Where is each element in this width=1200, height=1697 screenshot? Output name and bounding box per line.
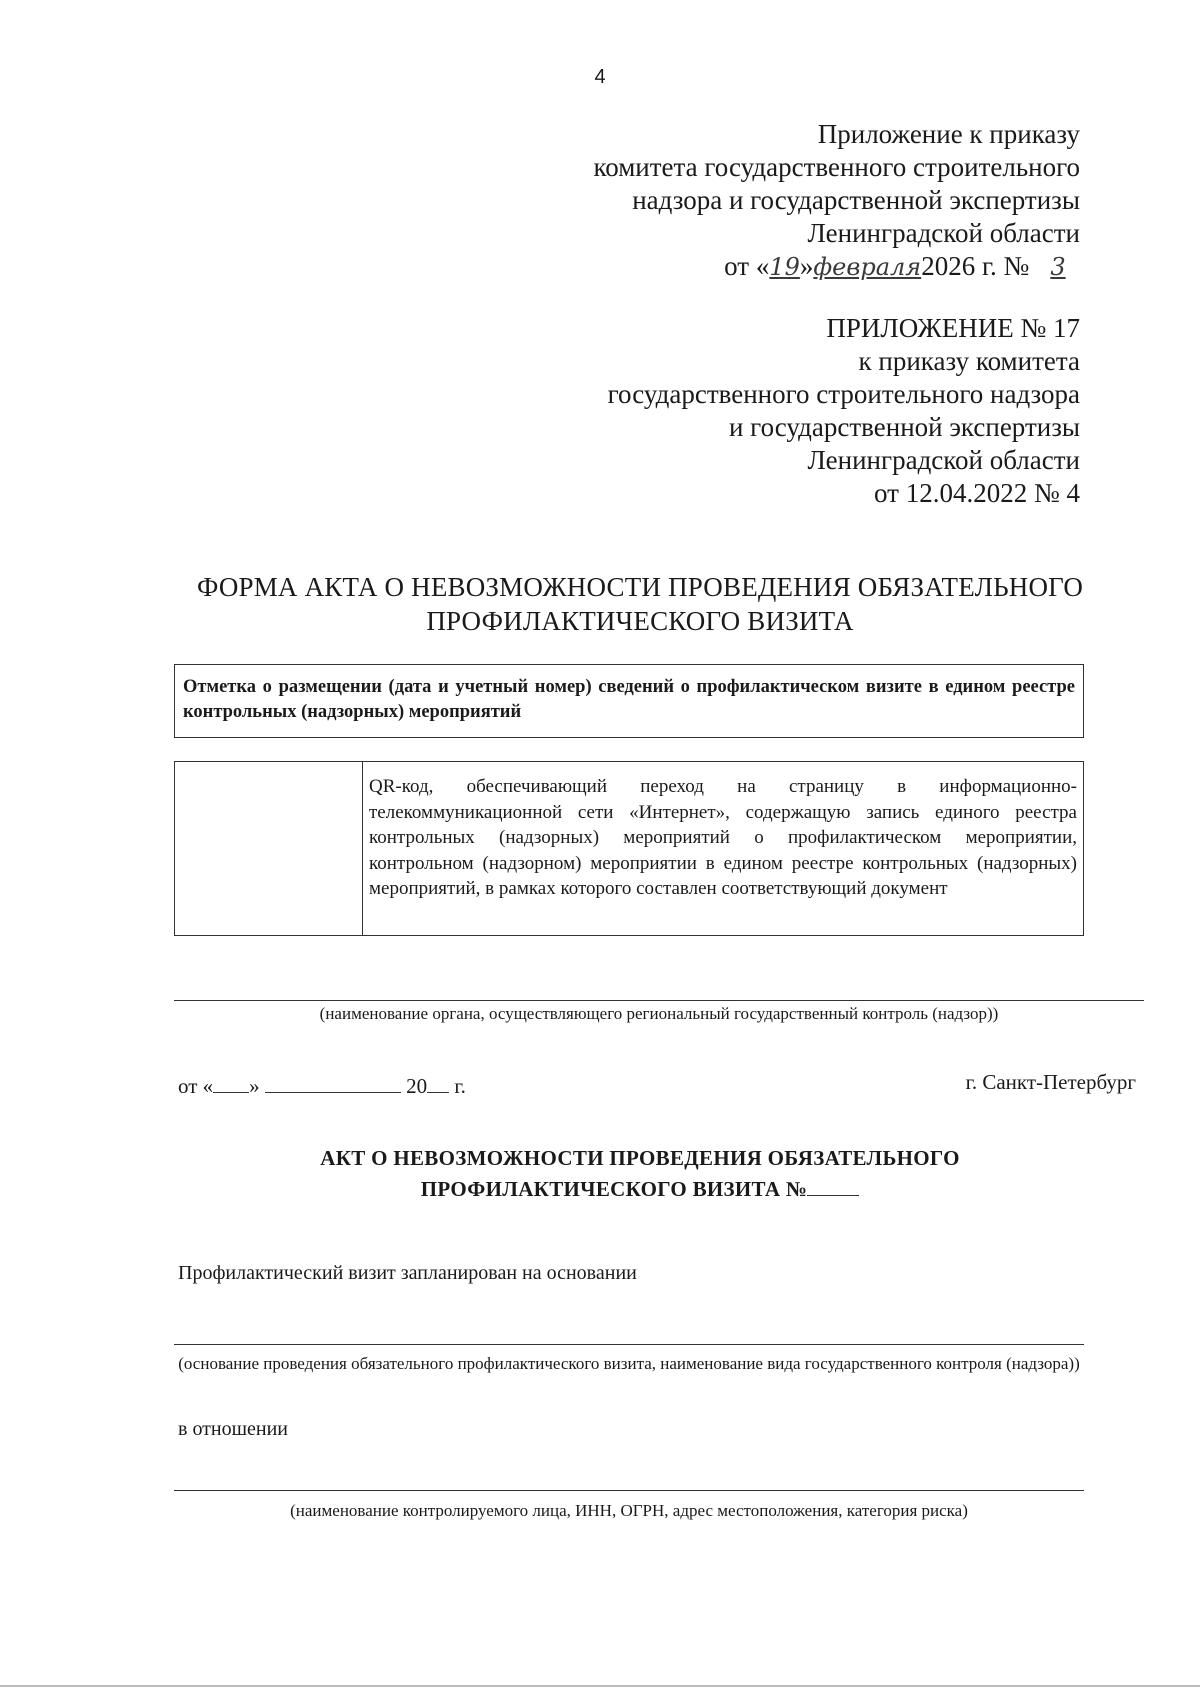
date-day-blank [213,1070,249,1093]
form-title-line-2: ПРОФИЛАКТИЧЕСКОГО ВИЗИТА [426,606,854,636]
act-date-line [178,1070,466,1099]
act-title [160,1143,1120,1204]
org-name-caption: (наименование органа, осуществляющего региональный государственный контроль (надзор)) [319,1004,999,1023]
act-number-blank [807,1173,859,1196]
appendix-line-5: от 12.04.2022 № 4 [874,478,1080,508]
approval-header [480,118,1080,284]
approval-line-2: комитета государственного строительного [593,152,1080,182]
form-title [160,570,1120,638]
basis-label: Профилактический визит запланирован на основании [178,1262,637,1284]
date-year-prefix: 20 [406,1074,428,1099]
act-title-line-2-text: ПРОФИЛАКТИЧЕСКОГО ВИЗИТА № [420,1177,808,1202]
approval-date-line [480,250,1080,284]
approval-line-3: надзора и государственной экспертизы [632,185,1080,215]
basis-caption: (основание проведения обязательного профилактического визита, наименование вида государственного контроля (надзора)) [178,1354,1080,1373]
approval-date-prefix: от « [724,251,770,281]
org-name-line [174,1000,1144,1001]
approval-day-close: » [799,251,814,281]
relation-caption: (наименование контролируемого лица, ИНН, ОГРН, адрес местоположения, категория риска) [290,1501,968,1520]
approval-month-handwritten: февраля [813,253,922,281]
date-prefix: от « [178,1074,214,1099]
qr-description: QR-код, обеспечивающий переход на страницу в информационно-телекоммуникационной сети «Интернет», содержащую запись единого реестра контрольных (надзорных) мероприятий о профилактическом мероприятии, контрольном (надзорном) мероприятии в едином реестре контрольных (надзорных) мероприятий, в рамках которого составлен соответствующий документ [369,776,1077,899]
form-title-line-1: ФОРМА АКТА О НЕВОЗМОЖНОСТИ ПРОВЕДЕНИЯ ОБЯЗАТЕЛЬНОГО [196,572,1084,602]
appendix-line-3: и государственной экспертизы [728,412,1080,442]
scan-bottom-edge [0,1685,1200,1687]
city-label: г. Санкт-Петербург [965,1070,1136,1094]
date-close: » [249,1074,260,1099]
act-title-line-1: АКТ О НЕВОЗМОЖНОСТИ ПРОВЕДЕНИЯ ОБЯЗАТЕЛЬНОГО [320,1146,960,1170]
appendix-header [480,312,1080,510]
date-year-suffix: г. [454,1074,466,1099]
qr-code-placeholder [175,762,363,935]
registry-mark-box: Отметка о размещении (дата и учетный номер) сведений о профилактическом визите в едином реестре контрольных (надзорных) мероприятий [174,664,1084,738]
approval-line-1: Приложение к приказу [817,119,1080,149]
appendix-line-4: Ленинградской области [807,445,1080,475]
appendix-line-2: государственного строительного надзора [607,379,1080,409]
appendix-line-1: к приказу комитета [858,346,1080,376]
approval-year-text: 2026 г. № [921,251,1030,281]
approval-day-handwritten: 19 [769,253,800,281]
date-year-blank [427,1070,449,1093]
approval-line-4: Ленинградской области [807,218,1080,248]
appendix-title: ПРИЛОЖЕНИЕ № 17 [826,313,1080,343]
relation-label: в отношении [178,1418,289,1440]
act-title-line-2 [160,1173,1120,1204]
date-month-blank [265,1070,401,1093]
qr-table [174,761,1084,936]
basis-line [174,1344,1084,1345]
page-number: 4 [594,66,606,88]
approval-number-handwritten: 3 [1050,253,1066,281]
relation-line [174,1490,1084,1491]
